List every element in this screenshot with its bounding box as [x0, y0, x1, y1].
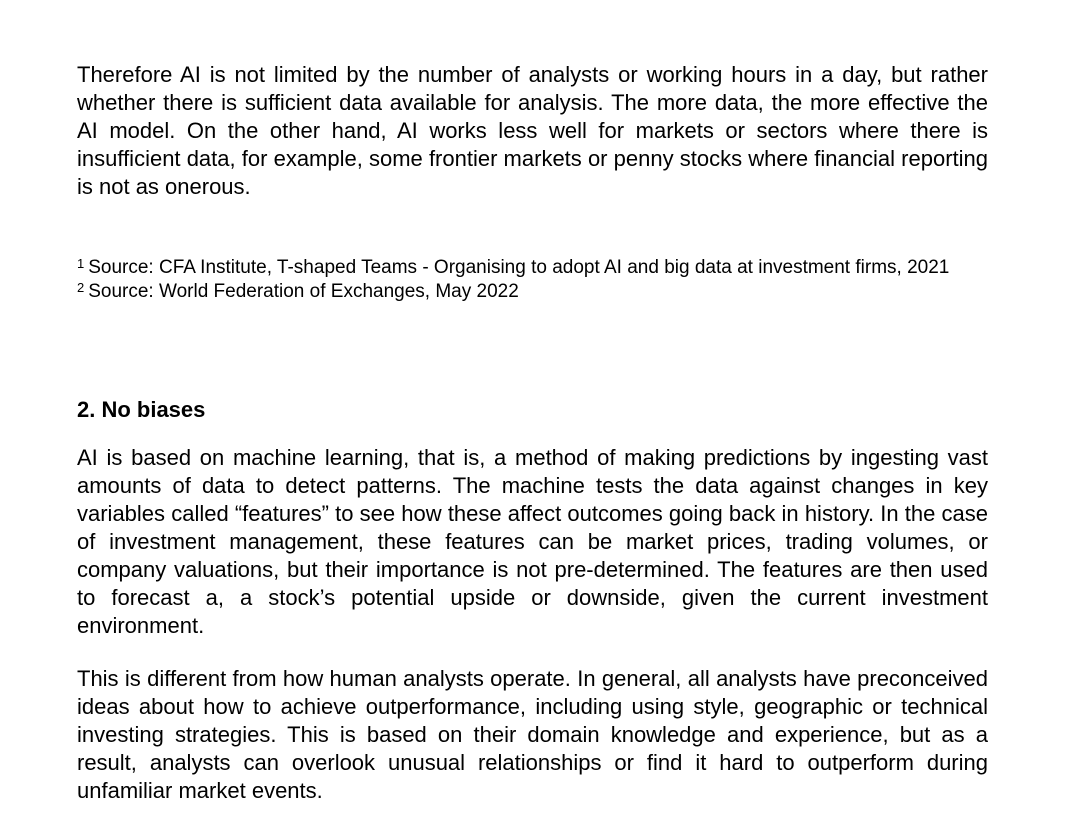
footnote-marker: 2	[77, 279, 85, 295]
section-heading: 2. No biases	[77, 397, 206, 422]
footnote	[77, 256, 988, 280]
footnote-marker: 1	[77, 256, 85, 271]
body-paragraph: Therefore AI is not limited by the number of analysts or working hours in a day, but rather whether there is sufficient data available for analysis. The more data, the more effective the AI model. On the other hand, AI works less well for markets or sectors where there is insufficient data, for example, some frontier markets or penny stocks where financial reporting is not as onerous.	[77, 62, 988, 199]
body-paragraph: AI is based on machine learning, that is, a method of making predictions by ingesting vast amounts of data to detect patterns. The machine tests the data against changes in key variables called “features” to see how these affect outcomes going back in history. In the case of investment management, these features can be market prices, trading volumes, or company valuations, but their importance is not pre-determined. The features are then used to forecast a, a stock’s potential upside or downside, given the current investment environment.	[77, 445, 988, 638]
footnote-text: Source: World Federation of Exchanges, May 2022	[88, 280, 519, 302]
footnotes	[77, 256, 988, 303]
footnote	[77, 280, 988, 304]
body-paragraph: This is different from how human analysts operate. In general, all analysts have preconceived ideas about how to achieve outperformance, including using style, geographic or technical investing strategies. This is based on their domain knowledge and experience, but as a result, analysts can overlook unusual relationships or find it hard to outperform during unfamiliar market events.	[77, 666, 988, 803]
footnote-text: Source: CFA Institute, T-shaped Teams - Organising to adopt AI and big data at investment firms, 2021	[88, 257, 950, 278]
